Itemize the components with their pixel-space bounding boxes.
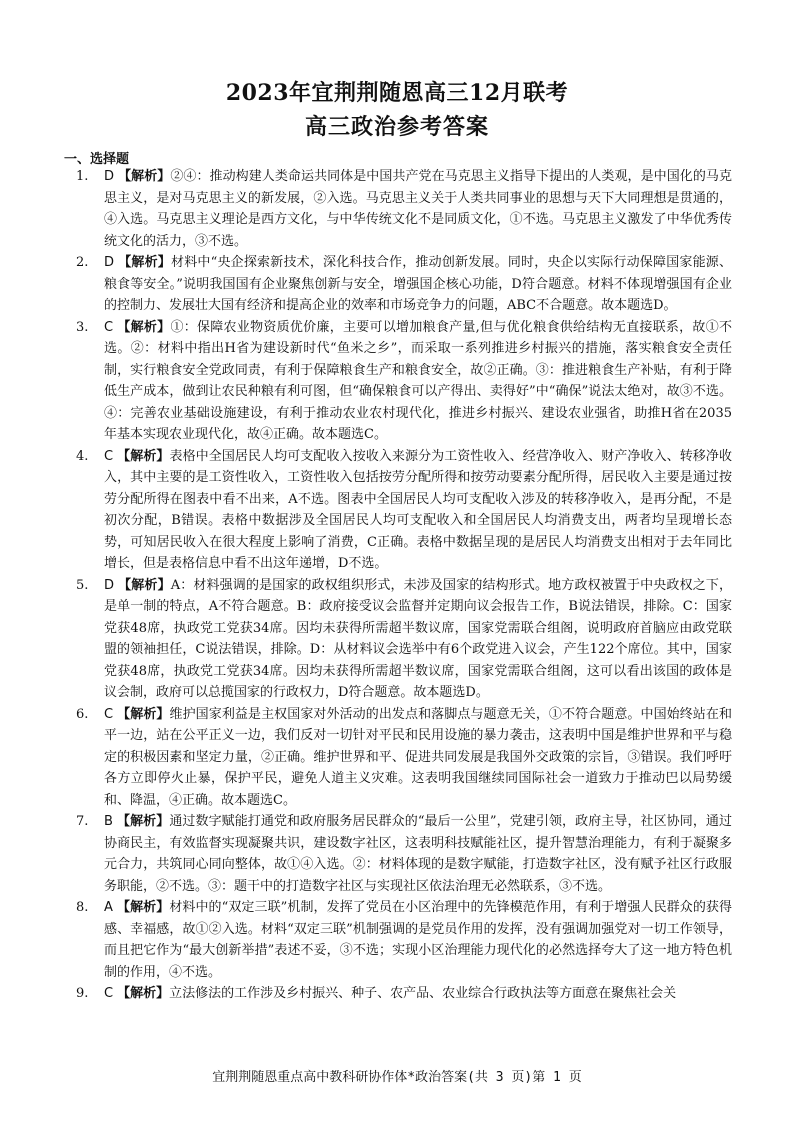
item-text: 表格中全国居民人均可支配收入按收入来源分为工资性收入、经营净收入、财产净收入、转移净收入，其中主要的是工资性收入，工资性收入包括按劳分配所得和按劳动要素分配所得，居民收入主要是通过按劳分配所得在图表中看不出来，A不选。图表中全国居民人均可支配收入涉及的转移净收入，是再分配，不是初次分配，B错误。表格中数据涉及全国居民人均可支配收入和全国居民人均消费支出，两者均呈现增长态势，可知居民收入在很大程度上影响了消费，C正确。表格中数据呈现的是居民人均消费支出相对于去年同比增长，但是表格信息中看不出这年递增，D不选。 (104, 448, 732, 571)
answer-item-9 (76, 983, 732, 1005)
item-tag: 【解析】 (118, 169, 171, 184)
item-answer: C (104, 319, 114, 335)
item-number: 5. (76, 577, 89, 593)
item-text: 维护国家利益是主权国家对外活动的出发点和落脚点与题意无关，①不符合题意。中国始终站在和平一边，站在公平正义一边，我们反对一切针对平民和民用设施的暴力袭击，这表明中国是维护世界和平与稳定的积极因素和坚定力量，②正确。维护世界和平、促进共同发展是我国外交政策的宗旨，③错误。我们呼吁各方立即停火止暴，保护平民，避免人道主义灾难。这表明我国继续同国际社会一道致力于推动巴以局势缓和、降温，④正确。故本题选C。 (104, 706, 732, 808)
item-number: 1. (76, 169, 89, 184)
item-number: 7. (76, 814, 89, 829)
item-tag: 【解析】 (117, 706, 170, 722)
item-answer: D (104, 577, 115, 593)
item-text: 通过数字赋能打通党和政府服务居民群众的“最后一公里”，党建引领，政府主导，社区协同，通过协商民主，有效监督实现凝聚共识，建设数字社区，这表明科技赋能社区，提升智慧治理能力，有利于凝聚多元合力，共筑同心同向整体，故①④入选。②：材料体现的是数字赋能，打造数字社区，没有赋予社区行政服务职能，②不选。③：题干中的打造数字社区与实现社区依法治理无必然联系，③不选。 (104, 814, 732, 894)
item-text: 材料中“央企探索新技术，深化科技合作，推动创新发展。同时，央企以实际行动保障国家能源、粮食等安全。”说明我国国有企业聚焦创新与安全，增强国企核心功能，D符合题意。材料不体现增强国有企业的控制力、发展壮大国有经济和提高企业的效率和市场竞争力的问题，ABC不合题意。故本题选D。 (104, 255, 732, 313)
item-answer: D (104, 255, 115, 270)
item-answer: B (104, 814, 113, 829)
item-tag: 【解析】 (118, 577, 171, 593)
item-text: 立法修法的工作涉及乡村振兴、种子、农产品、农业综合行政执法等方面意在聚焦社会关 (169, 986, 677, 1001)
item-number: 8. (76, 900, 89, 915)
answer-list (76, 166, 732, 1005)
answer-item-6 (76, 704, 732, 812)
item-number: 2. (76, 255, 89, 270)
page-footer: 宜荆荆随恩重点高中教科研协作体*政治答案(共 3 页)第 1 页 (212, 1070, 582, 1085)
item-tag: 【解析】 (117, 319, 171, 335)
item-text: A：材料强调的是国家的政权组织形式，未涉及国家的结构形式。地方政权被置于中央政权之下，是单一制的特点，A不符合题意。B：政府接受议会监督并定期向议会报告工作，B说法错误，排除。C：国家党获48席，执政党工党获34席。因均未获得所需超半数议席，国家党需联合组阁，说明政府首脑应由政党联盟的领袖担任，C说法错误，排除。D：从材料议会选举中有6个政党进入议会，产生122个席位。其中，国家党获48席，执政党工党获34席。因均未获得所需超半数议席，国家党需联合组阁，这可以看出该国的政体是议会制，政府可以总揽国家的行政权力，D符合题意。故本题选D。 (104, 577, 732, 700)
item-tag: 【解析】 (117, 986, 170, 1001)
item-text: 材料中的“双定三联”机制，发挥了党员在小区治理中的先锋模范作用，有利于增强人民群众的获得感、幸福感，故①②入选。材料“双定三联”机制强调的是党员作用的发挥，没有强调加强党对一切工作领导，而且把它作为“最大创新举措”表述不妥，③不选；实现小区治理能力现代化的必然选择夸大了这一地方特色机制的作用，④不选。 (104, 900, 732, 980)
page-subtitle: 高三政治参考答案 (304, 114, 489, 140)
item-text: ①：保障农业物资质优价廉，主要可以增加粮食产量,但与优化粮食供给结构无直接联系，故①不选。②：材料中指出H省为建设新时代“鱼米之乡”，而采取一系列推进乡村振兴的措施，落实粮食安全责任制，实行粮食安全党政同责，有利于保障粮食生产和粮食安全，故②正确。③：推进粮食生产补贴，有利于降低生产成本，做到让农民种粮有利可图，但“确保粮食可以产得出、卖得好”中“确保”说法太绝对，故③不选。④：完善农业基础设施建设，有利于推动农业农村现代化，推进乡村振兴、建设农业强省，助推H省在2035年基本实现农业现代化，故④正确。故本题选C。 (104, 319, 732, 442)
item-number: 3. (76, 319, 89, 335)
item-tag: 【解析】 (116, 900, 170, 915)
item-number: 4. (76, 448, 89, 464)
answer-item-2 (76, 252, 732, 317)
answer-item-8 (76, 897, 732, 983)
item-tag: 【解析】 (117, 448, 170, 464)
answer-item-7 (76, 811, 732, 897)
answer-item-1 (76, 166, 732, 252)
answer-item-3 (76, 317, 732, 446)
item-answer: D (104, 169, 115, 184)
section-heading: 一、选择题 (64, 152, 130, 167)
item-number: 9. (76, 986, 89, 1001)
item-answer: C (104, 706, 114, 722)
item-tag: 【解析】 (118, 255, 172, 270)
item-answer: A (104, 900, 113, 915)
answer-item-5 (76, 575, 732, 704)
item-number: 6. (76, 706, 89, 722)
item-answer: C (104, 448, 114, 464)
item-tag: 【解析】 (116, 814, 170, 829)
answer-item-4 (76, 446, 732, 575)
item-text: ②④：推动构建人类命运共同体是中国共产党在马克思主义指导下提出的人类观，是中国化的马克思主义，是对马克思主义的新发展，②入选。马克思主义关于人类共同事业的思想与天下大同理想是贯通的，④入选。马克思主义理论是西方文化，与中华传统文化不是同质文化，①不选。马克思主义激发了中华优秀传统文化的活力，③不选。 (104, 169, 732, 249)
item-answer: C (104, 986, 114, 1001)
page-title: 2023年宜荆荆随恩高三12月联考 (225, 80, 569, 106)
